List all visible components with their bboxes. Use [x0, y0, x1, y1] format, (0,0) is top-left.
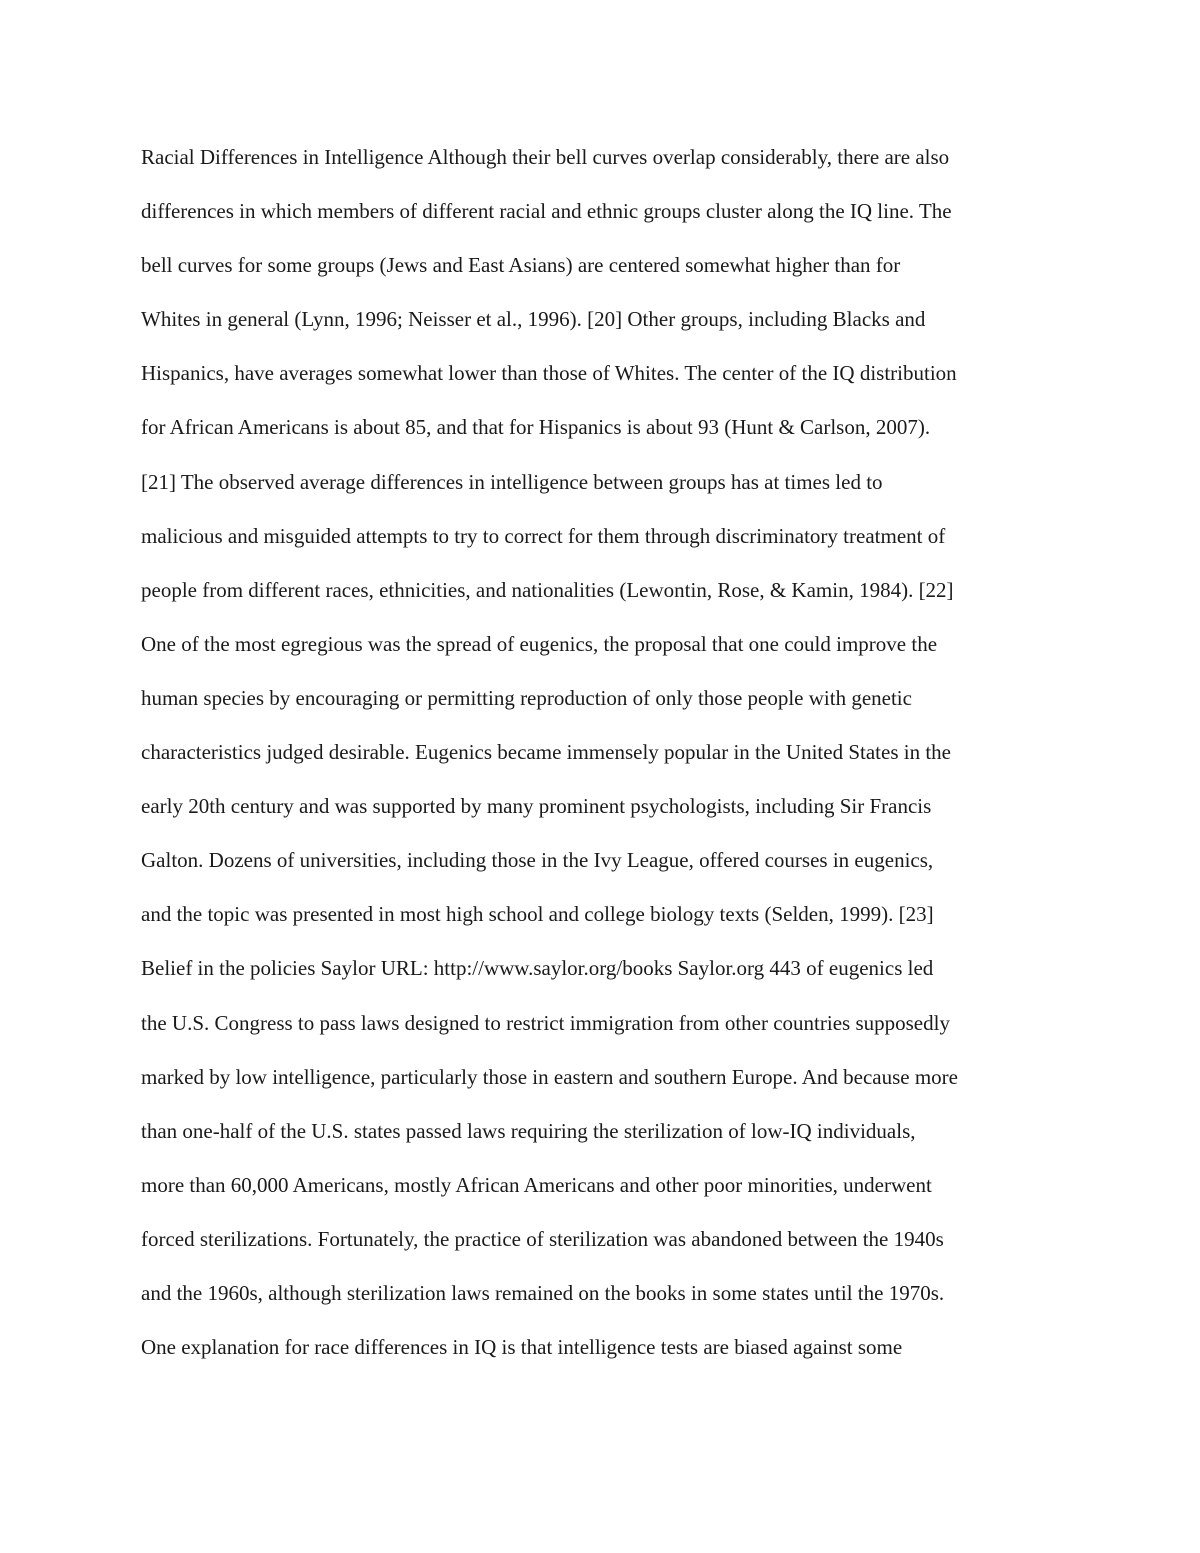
- text-line: for African Americans is about 85, and that for Hispanics is about 93 (Hunt & Carlson, 2007).: [141, 415, 931, 440]
- text-line: and the 1960s, although sterilization laws remained on the books in some states until the 1970s.: [141, 1280, 945, 1305]
- text-line: characteristics judged desirable. Eugenics became immensely popular in the United States in the: [141, 740, 951, 765]
- text-line: One of the most egregious was the spread of eugenics, the proposal that one could improve the: [141, 631, 938, 656]
- text-line: Galton. Dozens of universities, including those in the Ivy League, offered courses in eugenics,: [141, 848, 934, 873]
- text-line: Racial Differences in Intelligence Although their bell curves overlap considerably, there are also: [141, 145, 950, 169]
- text-line: One explanation for race differences in IQ is that intelligence tests are biased against some: [141, 1335, 903, 1360]
- text-line: than one-half of the U.S. states passed laws requiring the sterilization of low-IQ individuals,: [141, 1118, 916, 1143]
- text-line: human species by encouraging or permitting reproduction of only those people with genetic: [141, 685, 912, 710]
- text-line: bell curves for some groups (Jews and East Asians) are centered somewhat higher than for: [141, 253, 901, 278]
- text-line: Belief in the policies Saylor URL: http://www.saylor.org/books Saylor.org 443 of eugenics led: [141, 956, 934, 981]
- text-line: forced sterilizations. Fortunately, the practice of sterilization was abandoned between the 1940s: [141, 1226, 944, 1251]
- text-line: marked by low intelligence, particularly those in eastern and southern Europe. And because more: [141, 1064, 958, 1089]
- text-line: and the topic was presented in most high school and college biology texts (Selden, 1999). [23]: [141, 902, 934, 927]
- text-line: Whites in general (Lynn, 1996; Neisser et al., 1996). [20] Other groups, including Blacks and: [141, 307, 926, 332]
- text-line: Hispanics, have averages somewhat lower than those of Whites. The center of the IQ distribution: [141, 361, 957, 386]
- text-line: [21] The observed average differences in intelligence between groups has at times led to: [141, 469, 883, 494]
- text-line: more than 60,000 Americans, mostly African Americans and other poor minorities, underwent: [141, 1172, 932, 1197]
- text-line: early 20th century and was supported by many prominent psychologists, including Sir Francis: [141, 794, 932, 819]
- text-line: malicious and misguided attempts to try to correct for them through discriminatory treatment of: [141, 523, 946, 548]
- text-line: differences in which members of different racial and ethnic groups cluster along the IQ line. The: [141, 199, 952, 224]
- body-text: [141, 140, 1071, 1384]
- text-line: the U.S. Congress to pass laws designed to restrict immigration from other countries supposedly: [141, 1010, 950, 1035]
- text-line: people from different races, ethnicities, and nationalities (Lewontin, Rose, & Kamin, 1984). [22]: [141, 577, 954, 602]
